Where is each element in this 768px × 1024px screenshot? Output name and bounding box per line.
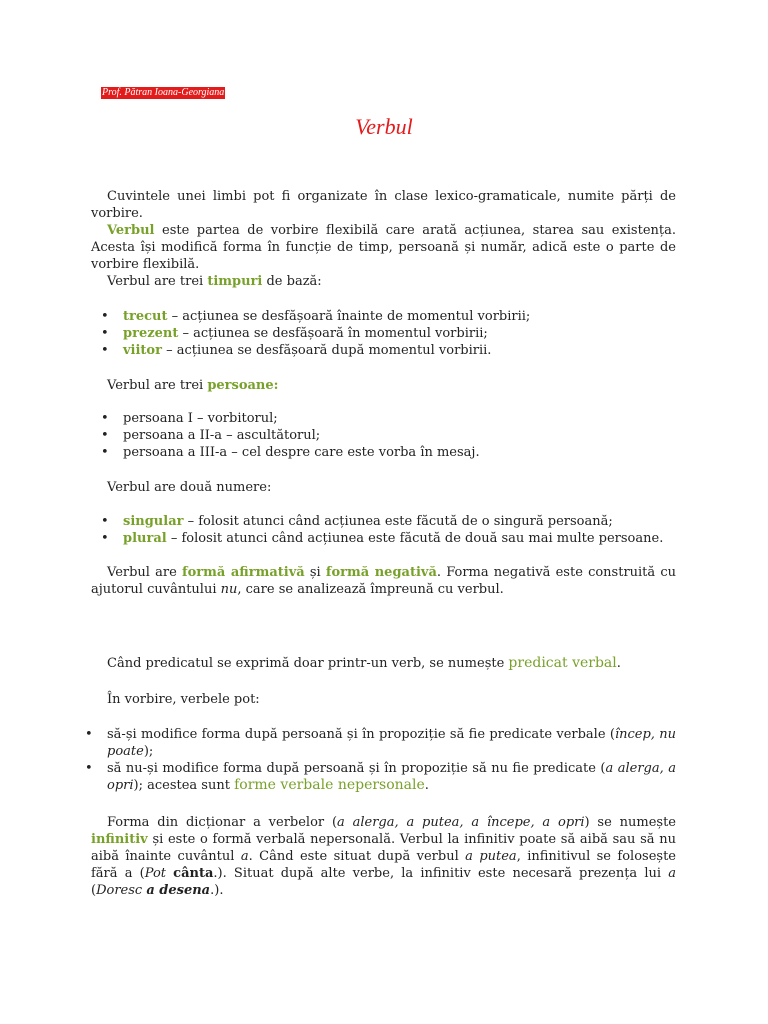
inf-text: Forma din dicționar a verbelor ( bbox=[107, 815, 338, 830]
speech-example: încep, nu poate bbox=[107, 727, 676, 759]
number-term: plural bbox=[123, 531, 167, 546]
speech-mid: ); acestea sunt bbox=[133, 778, 235, 793]
speech-pre: să-și modifice forma după persoană și în propoziție să fie predicate verbale ( bbox=[107, 727, 615, 742]
inf-example: a bbox=[240, 849, 249, 864]
inf-text: și este o formă verbală nepersonală. Verbul la infinitiv poate să aibă sau să nu aibă înainte cuvântul bbox=[91, 832, 676, 864]
persons-intro bbox=[91, 377, 676, 394]
inf-text: , infinitivul se folosește fără a ( bbox=[91, 849, 676, 881]
speech-example: a alerga, a opri bbox=[107, 761, 676, 793]
tenses-intro-pre: Verbul are trei bbox=[107, 274, 208, 289]
forms-paragraph bbox=[91, 564, 676, 598]
persons-list bbox=[101, 410, 676, 461]
tenses-term: timpuri bbox=[207, 274, 263, 289]
persons-intro-pre: Verbul are trei bbox=[107, 378, 208, 393]
predicate-post: . bbox=[616, 656, 621, 671]
tense-desc: – acțiunea se desfășoară în momentul vorbirii; bbox=[178, 326, 488, 341]
inf-text: .). bbox=[210, 883, 224, 898]
definition-paragraph bbox=[91, 222, 676, 273]
list-item bbox=[101, 342, 676, 359]
list-item bbox=[101, 513, 676, 530]
number-desc: – folosit atunci când acțiunea este făcută de două sau mai multe persoane. bbox=[166, 531, 664, 546]
speech-post: . bbox=[424, 778, 429, 793]
number-desc: – folosit atunci când acțiunea este făcută de o singură persoană; bbox=[183, 514, 613, 529]
inf-example: a bbox=[668, 866, 676, 881]
list-item: • persoana I – vorbitorul; bbox=[101, 410, 676, 427]
forms-end: , care se analizează împreună cu verbul. bbox=[237, 582, 504, 597]
inf-text: ( bbox=[91, 883, 97, 898]
page-title: Verbul bbox=[355, 114, 413, 139]
tenses-intro-post: de bază: bbox=[262, 274, 322, 289]
numbers-intro: Verbul are două numere: bbox=[107, 480, 272, 495]
tense-desc: – acțiunea se desfășoară după momentul vorbirii. bbox=[161, 343, 492, 358]
list-item: • persoana a III-a – cel despre care este vorba în mesaj. bbox=[101, 444, 676, 461]
numbers-list bbox=[101, 513, 676, 547]
inf-example: Doresc bbox=[96, 883, 147, 898]
speech-post: ); bbox=[143, 744, 154, 759]
predicate-term: predicat verbal bbox=[508, 655, 617, 671]
predicate-paragraph bbox=[91, 655, 676, 672]
inf-example-bold: cânta bbox=[173, 866, 214, 881]
forms-post: . Forma negativă este construită cu ajutorul cuvântului bbox=[91, 565, 676, 597]
speech-pre: să nu-și modifice forma după persoană și în propoziție să nu fie predicate ( bbox=[107, 761, 606, 776]
persons-term: persoane: bbox=[207, 378, 279, 393]
list-item bbox=[85, 726, 676, 760]
forms-pre: Verbul are bbox=[107, 565, 182, 580]
nu-word: nu bbox=[220, 582, 238, 597]
list-item bbox=[85, 760, 676, 794]
nonpersonal-term: forme verbale nepersonale bbox=[234, 777, 425, 793]
number-term: singular bbox=[123, 514, 184, 529]
speech-list bbox=[85, 726, 676, 794]
tenses-intro bbox=[91, 273, 676, 290]
inf-example-bold: a desena bbox=[146, 883, 211, 898]
list-item bbox=[101, 325, 676, 342]
inf-text: . Când este situat după verbul bbox=[248, 849, 466, 864]
tense-term: trecut bbox=[123, 309, 168, 324]
intro-paragraph: Cuvintele unei limbi pot fi organizate în clase lexico-gramaticale, numite părți de vorbire. bbox=[91, 189, 676, 221]
negative-term: formă negativă bbox=[325, 565, 437, 580]
inf-text: ) se numește bbox=[584, 815, 676, 830]
author-label: Prof. Pătran Ioana-Georgiana bbox=[102, 87, 225, 98]
tenses-list bbox=[101, 308, 676, 359]
tense-term: prezent bbox=[123, 326, 179, 341]
predicate-pre: Când predicatul se exprimă doar printr-un verb, se numește bbox=[107, 656, 509, 671]
definition-text: este partea de vorbire flexibilă care arată acțiunea, starea sau existența. Acesta își modifică forma în funcție de timp, persoană și număr, adică este o parte de vorbire flexibilă. bbox=[91, 223, 676, 272]
speech-intro: În vorbire, verbele pot: bbox=[107, 692, 260, 707]
definition-term: Verbul bbox=[107, 223, 155, 238]
inf-example: Pot bbox=[144, 866, 174, 881]
list-item bbox=[101, 308, 676, 325]
infinitive-term: infinitiv bbox=[91, 832, 148, 847]
inf-example: a putea bbox=[465, 849, 517, 864]
affirmative-term: formă afirmativă bbox=[181, 565, 305, 580]
inf-example: a alerga, a putea, a începe, a opri bbox=[337, 815, 585, 830]
infinitive-paragraph bbox=[91, 814, 676, 899]
list-item: • persoana a II-a – ascultătorul; bbox=[101, 427, 676, 444]
tense-desc: – acțiunea se desfășoară înainte de momentul vorbirii; bbox=[167, 309, 531, 324]
list-item bbox=[101, 530, 676, 547]
inf-text: .). Situat după alte verbe, la infinitiv este necesară prezența lui bbox=[213, 866, 669, 881]
forms-mid: și bbox=[304, 565, 326, 580]
tense-term: viitor bbox=[123, 343, 162, 358]
